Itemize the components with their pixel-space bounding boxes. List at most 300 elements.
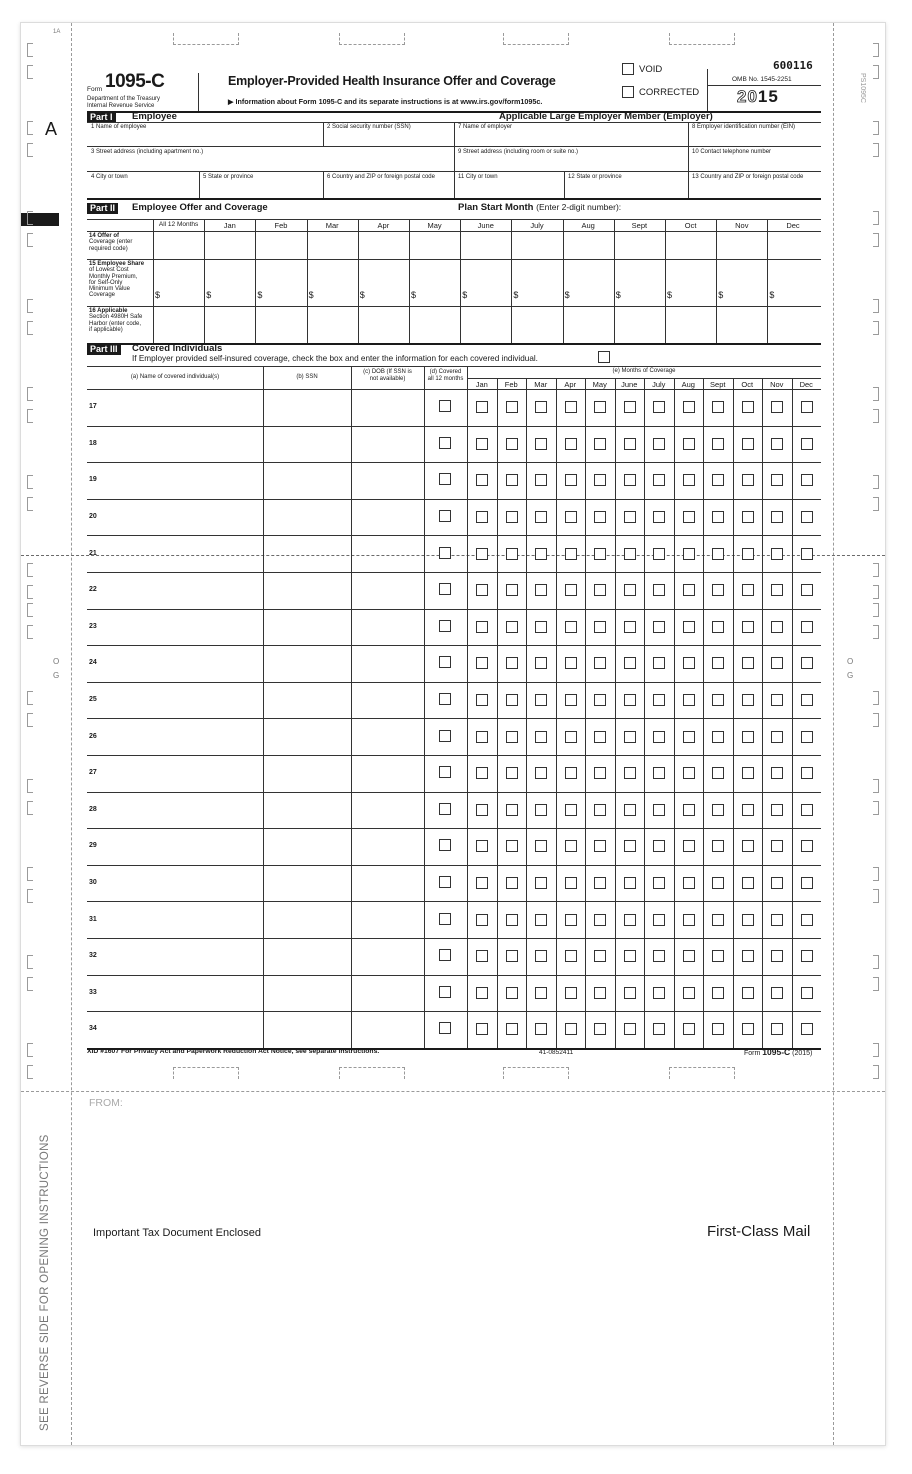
month-coverage-checkbox[interactable]: [476, 767, 488, 779]
covered-name-field[interactable]: [107, 977, 261, 1010]
offer-code-cell[interactable]: [767, 232, 818, 258]
month-coverage-checkbox[interactable]: [565, 438, 577, 450]
month-coverage-checkbox[interactable]: [771, 438, 783, 450]
covered-dob-field[interactable]: [353, 903, 422, 936]
month-coverage-checkbox[interactable]: [653, 914, 665, 926]
month-coverage-checkbox[interactable]: [506, 731, 518, 743]
month-coverage-checkbox[interactable]: [594, 621, 606, 633]
month-coverage-checkbox[interactable]: [476, 584, 488, 596]
month-coverage-checkbox[interactable]: [771, 584, 783, 596]
month-coverage-checkbox[interactable]: [771, 401, 783, 413]
covered-name-field[interactable]: [107, 940, 261, 973]
covered-dob-field[interactable]: [353, 757, 422, 790]
month-coverage-checkbox[interactable]: [742, 950, 754, 962]
covered-ssn-field[interactable]: [265, 757, 349, 790]
covered-ssn-field[interactable]: [265, 501, 349, 534]
covered-ssn-field[interactable]: [265, 977, 349, 1010]
covered-all-12-checkbox[interactable]: [439, 656, 451, 668]
safe-harbor-cell[interactable]: [716, 307, 767, 342]
month-coverage-checkbox[interactable]: [771, 840, 783, 852]
month-coverage-checkbox[interactable]: [506, 657, 518, 669]
month-coverage-checkbox[interactable]: [594, 1023, 606, 1035]
covered-all-12-checkbox[interactable]: [439, 400, 451, 412]
month-coverage-checkbox[interactable]: [476, 694, 488, 706]
covered-name-field[interactable]: [107, 684, 261, 717]
month-coverage-checkbox[interactable]: [535, 401, 547, 413]
void-checkbox[interactable]: [622, 63, 634, 75]
month-coverage-checkbox[interactable]: [801, 840, 813, 852]
covered-name-field[interactable]: [107, 647, 261, 680]
offer-code-cell[interactable]: [153, 232, 204, 258]
premium-share-cell[interactable]: [358, 260, 409, 305]
covered-name-field[interactable]: [107, 464, 261, 497]
month-coverage-checkbox[interactable]: [771, 804, 783, 816]
covered-all-12-checkbox[interactable]: [439, 986, 451, 998]
month-coverage-checkbox[interactable]: [506, 767, 518, 779]
safe-harbor-cell[interactable]: [409, 307, 460, 342]
month-coverage-checkbox[interactable]: [594, 401, 606, 413]
month-coverage-checkbox[interactable]: [594, 548, 606, 560]
month-coverage-checkbox[interactable]: [535, 584, 547, 596]
covered-name-field[interactable]: [107, 574, 261, 607]
month-coverage-checkbox[interactable]: [594, 804, 606, 816]
month-coverage-checkbox[interactable]: [742, 914, 754, 926]
month-coverage-checkbox[interactable]: [565, 657, 577, 669]
month-coverage-checkbox[interactable]: [653, 584, 665, 596]
month-coverage-checkbox[interactable]: [742, 731, 754, 743]
month-coverage-checkbox[interactable]: [771, 950, 783, 962]
month-coverage-checkbox[interactable]: [594, 438, 606, 450]
month-coverage-checkbox[interactable]: [624, 987, 636, 999]
month-coverage-checkbox[interactable]: [594, 657, 606, 669]
month-coverage-checkbox[interactable]: [742, 1023, 754, 1035]
month-coverage-checkbox[interactable]: [565, 914, 577, 926]
month-coverage-checkbox[interactable]: [801, 401, 813, 413]
month-coverage-checkbox[interactable]: [683, 474, 695, 486]
month-coverage-checkbox[interactable]: [683, 767, 695, 779]
month-coverage-checkbox[interactable]: [801, 914, 813, 926]
covered-ssn-field[interactable]: [265, 720, 349, 753]
month-coverage-checkbox[interactable]: [653, 694, 665, 706]
month-coverage-checkbox[interactable]: [712, 914, 724, 926]
premium-share-cell[interactable]: [665, 260, 716, 305]
month-coverage-checkbox[interactable]: [476, 401, 488, 413]
covered-dob-field[interactable]: [353, 977, 422, 1010]
month-coverage-checkbox[interactable]: [653, 657, 665, 669]
month-coverage-checkbox[interactable]: [476, 840, 488, 852]
covered-ssn-field[interactable]: [265, 1013, 349, 1046]
month-coverage-checkbox[interactable]: [624, 914, 636, 926]
covered-dob-field[interactable]: [353, 720, 422, 753]
month-coverage-checkbox[interactable]: [594, 914, 606, 926]
month-coverage-checkbox[interactable]: [712, 767, 724, 779]
covered-all-12-checkbox[interactable]: [439, 803, 451, 815]
month-coverage-checkbox[interactable]: [712, 584, 724, 596]
safe-harbor-cell[interactable]: [665, 307, 716, 342]
offer-code-cell[interactable]: [204, 232, 255, 258]
safe-harbor-cell[interactable]: [767, 307, 818, 342]
safe-harbor-cell[interactable]: [307, 307, 358, 342]
month-coverage-checkbox[interactable]: [683, 804, 695, 816]
month-coverage-checkbox[interactable]: [565, 621, 577, 633]
month-coverage-checkbox[interactable]: [565, 401, 577, 413]
month-coverage-checkbox[interactable]: [624, 731, 636, 743]
month-coverage-checkbox[interactable]: [712, 548, 724, 560]
month-coverage-checkbox[interactable]: [742, 401, 754, 413]
month-coverage-checkbox[interactable]: [712, 840, 724, 852]
month-coverage-checkbox[interactable]: [771, 657, 783, 669]
month-coverage-checkbox[interactable]: [624, 474, 636, 486]
month-coverage-checkbox[interactable]: [594, 840, 606, 852]
month-coverage-checkbox[interactable]: [683, 950, 695, 962]
month-coverage-checkbox[interactable]: [742, 438, 754, 450]
premium-share-cell[interactable]: [307, 260, 358, 305]
safe-harbor-cell[interactable]: [511, 307, 562, 342]
month-coverage-checkbox[interactable]: [624, 511, 636, 523]
covered-dob-field[interactable]: [353, 611, 422, 644]
month-coverage-checkbox[interactable]: [594, 584, 606, 596]
month-coverage-checkbox[interactable]: [801, 804, 813, 816]
month-coverage-checkbox[interactable]: [535, 987, 547, 999]
covered-dob-field[interactable]: [353, 647, 422, 680]
corrected-checkbox[interactable]: [622, 86, 634, 98]
month-coverage-checkbox[interactable]: [801, 767, 813, 779]
month-coverage-checkbox[interactable]: [801, 694, 813, 706]
covered-name-field[interactable]: [107, 867, 261, 900]
covered-dob-field[interactable]: [353, 684, 422, 717]
covered-all-12-checkbox[interactable]: [439, 730, 451, 742]
month-coverage-checkbox[interactable]: [565, 877, 577, 889]
month-coverage-checkbox[interactable]: [683, 840, 695, 852]
month-coverage-checkbox[interactable]: [712, 401, 724, 413]
month-coverage-checkbox[interactable]: [683, 1023, 695, 1035]
covered-ssn-field[interactable]: [265, 428, 349, 461]
month-coverage-checkbox[interactable]: [712, 474, 724, 486]
covered-dob-field[interactable]: [353, 1013, 422, 1046]
month-coverage-checkbox[interactable]: [712, 621, 724, 633]
premium-share-cell[interactable]: [563, 260, 614, 305]
month-coverage-checkbox[interactable]: [565, 840, 577, 852]
covered-ssn-field[interactable]: [265, 794, 349, 827]
covered-all-12-checkbox[interactable]: [439, 839, 451, 851]
month-coverage-checkbox[interactable]: [683, 548, 695, 560]
month-coverage-checkbox[interactable]: [683, 877, 695, 889]
month-coverage-checkbox[interactable]: [712, 511, 724, 523]
covered-all-12-checkbox[interactable]: [439, 1022, 451, 1034]
month-coverage-checkbox[interactable]: [565, 987, 577, 999]
covered-dob-field[interactable]: [353, 501, 422, 534]
month-coverage-checkbox[interactable]: [594, 511, 606, 523]
month-coverage-checkbox[interactable]: [771, 511, 783, 523]
month-coverage-checkbox[interactable]: [506, 438, 518, 450]
month-coverage-checkbox[interactable]: [506, 877, 518, 889]
month-coverage-checkbox[interactable]: [535, 767, 547, 779]
month-coverage-checkbox[interactable]: [771, 474, 783, 486]
month-coverage-checkbox[interactable]: [506, 914, 518, 926]
covered-dob-field[interactable]: [353, 428, 422, 461]
month-coverage-checkbox[interactable]: [801, 548, 813, 560]
month-coverage-checkbox[interactable]: [565, 950, 577, 962]
month-coverage-checkbox[interactable]: [742, 767, 754, 779]
month-coverage-checkbox[interactable]: [476, 914, 488, 926]
month-coverage-checkbox[interactable]: [535, 438, 547, 450]
covered-all-12-checkbox[interactable]: [439, 766, 451, 778]
month-coverage-checkbox[interactable]: [653, 804, 665, 816]
covered-ssn-field[interactable]: [265, 940, 349, 973]
covered-ssn-field[interactable]: [265, 611, 349, 644]
offer-code-cell[interactable]: [614, 232, 665, 258]
month-coverage-checkbox[interactable]: [594, 474, 606, 486]
covered-ssn-field[interactable]: [265, 684, 349, 717]
month-coverage-checkbox[interactable]: [594, 987, 606, 999]
month-coverage-checkbox[interactable]: [535, 877, 547, 889]
month-coverage-checkbox[interactable]: [506, 950, 518, 962]
month-coverage-checkbox[interactable]: [653, 1023, 665, 1035]
premium-share-cell[interactable]: [409, 260, 460, 305]
month-coverage-checkbox[interactable]: [506, 694, 518, 706]
month-coverage-checkbox[interactable]: [712, 950, 724, 962]
covered-all-12-checkbox[interactable]: [439, 510, 451, 522]
covered-name-field[interactable]: [107, 903, 261, 936]
month-coverage-checkbox[interactable]: [565, 804, 577, 816]
covered-all-12-checkbox[interactable]: [439, 473, 451, 485]
premium-share-cell[interactable]: [716, 260, 767, 305]
covered-ssn-field[interactable]: [265, 903, 349, 936]
month-coverage-checkbox[interactable]: [712, 1023, 724, 1035]
month-coverage-checkbox[interactable]: [742, 877, 754, 889]
month-coverage-checkbox[interactable]: [476, 657, 488, 669]
month-coverage-checkbox[interactable]: [742, 804, 754, 816]
month-coverage-checkbox[interactable]: [742, 840, 754, 852]
month-coverage-checkbox[interactable]: [535, 694, 547, 706]
covered-all-12-checkbox[interactable]: [439, 437, 451, 449]
month-coverage-checkbox[interactable]: [683, 987, 695, 999]
covered-ssn-field[interactable]: [265, 647, 349, 680]
covered-dob-field[interactable]: [353, 391, 422, 424]
covered-all-12-checkbox[interactable]: [439, 876, 451, 888]
month-coverage-checkbox[interactable]: [624, 694, 636, 706]
month-coverage-checkbox[interactable]: [683, 914, 695, 926]
month-coverage-checkbox[interactable]: [801, 511, 813, 523]
month-coverage-checkbox[interactable]: [506, 474, 518, 486]
covered-name-field[interactable]: [107, 1013, 261, 1046]
month-coverage-checkbox[interactable]: [624, 657, 636, 669]
covered-name-field[interactable]: [107, 501, 261, 534]
safe-harbor-cell[interactable]: [460, 307, 511, 342]
month-coverage-checkbox[interactable]: [535, 548, 547, 560]
month-coverage-checkbox[interactable]: [712, 877, 724, 889]
offer-code-cell[interactable]: [511, 232, 562, 258]
month-coverage-checkbox[interactable]: [653, 401, 665, 413]
month-coverage-checkbox[interactable]: [476, 438, 488, 450]
premium-share-cell[interactable]: [511, 260, 562, 305]
month-coverage-checkbox[interactable]: [683, 438, 695, 450]
month-coverage-checkbox[interactable]: [624, 1023, 636, 1035]
offer-code-cell[interactable]: [563, 232, 614, 258]
month-coverage-checkbox[interactable]: [565, 731, 577, 743]
month-coverage-checkbox[interactable]: [801, 950, 813, 962]
safe-harbor-cell[interactable]: [358, 307, 409, 342]
covered-all-12-checkbox[interactable]: [439, 547, 451, 559]
premium-share-cell[interactable]: [767, 260, 818, 305]
safe-harbor-cell[interactable]: [153, 307, 204, 342]
month-coverage-checkbox[interactable]: [506, 511, 518, 523]
month-coverage-checkbox[interactable]: [535, 474, 547, 486]
month-coverage-checkbox[interactable]: [506, 548, 518, 560]
safe-harbor-cell[interactable]: [563, 307, 614, 342]
month-coverage-checkbox[interactable]: [535, 657, 547, 669]
month-coverage-checkbox[interactable]: [624, 401, 636, 413]
covered-dob-field[interactable]: [353, 464, 422, 497]
month-coverage-checkbox[interactable]: [712, 438, 724, 450]
offer-code-cell[interactable]: [665, 232, 716, 258]
safe-harbor-cell[interactable]: [204, 307, 255, 342]
month-coverage-checkbox[interactable]: [476, 1023, 488, 1035]
month-coverage-checkbox[interactable]: [535, 621, 547, 633]
month-coverage-checkbox[interactable]: [565, 474, 577, 486]
covered-ssn-field[interactable]: [265, 867, 349, 900]
month-coverage-checkbox[interactable]: [653, 987, 665, 999]
covered-dob-field[interactable]: [353, 830, 422, 863]
month-coverage-checkbox[interactable]: [476, 987, 488, 999]
month-coverage-checkbox[interactable]: [712, 694, 724, 706]
month-coverage-checkbox[interactable]: [506, 1023, 518, 1035]
month-coverage-checkbox[interactable]: [653, 840, 665, 852]
month-coverage-checkbox[interactable]: [771, 731, 783, 743]
month-coverage-checkbox[interactable]: [506, 840, 518, 852]
month-coverage-checkbox[interactable]: [771, 877, 783, 889]
safe-harbor-cell[interactable]: [255, 307, 306, 342]
month-coverage-checkbox[interactable]: [742, 511, 754, 523]
covered-name-field[interactable]: [107, 830, 261, 863]
month-coverage-checkbox[interactable]: [742, 694, 754, 706]
covered-ssn-field[interactable]: [265, 830, 349, 863]
month-coverage-checkbox[interactable]: [683, 731, 695, 743]
covered-name-field[interactable]: [107, 537, 261, 570]
month-coverage-checkbox[interactable]: [624, 767, 636, 779]
month-coverage-checkbox[interactable]: [476, 621, 488, 633]
covered-name-field[interactable]: [107, 611, 261, 644]
month-coverage-checkbox[interactable]: [624, 804, 636, 816]
covered-all-12-checkbox[interactable]: [439, 620, 451, 632]
month-coverage-checkbox[interactable]: [683, 401, 695, 413]
month-coverage-checkbox[interactable]: [742, 584, 754, 596]
month-coverage-checkbox[interactable]: [624, 950, 636, 962]
offer-code-cell[interactable]: [307, 232, 358, 258]
month-coverage-checkbox[interactable]: [653, 767, 665, 779]
month-coverage-checkbox[interactable]: [594, 731, 606, 743]
offer-code-cell[interactable]: [716, 232, 767, 258]
month-coverage-checkbox[interactable]: [565, 511, 577, 523]
month-coverage-checkbox[interactable]: [801, 877, 813, 889]
month-coverage-checkbox[interactable]: [683, 657, 695, 669]
month-coverage-checkbox[interactable]: [624, 840, 636, 852]
month-coverage-checkbox[interactable]: [742, 621, 754, 633]
month-coverage-checkbox[interactable]: [535, 840, 547, 852]
month-coverage-checkbox[interactable]: [653, 511, 665, 523]
offer-code-cell[interactable]: [460, 232, 511, 258]
month-coverage-checkbox[interactable]: [624, 584, 636, 596]
month-coverage-checkbox[interactable]: [653, 438, 665, 450]
month-coverage-checkbox[interactable]: [506, 804, 518, 816]
covered-ssn-field[interactable]: [265, 391, 349, 424]
month-coverage-checkbox[interactable]: [565, 548, 577, 560]
premium-share-cell[interactable]: [460, 260, 511, 305]
month-coverage-checkbox[interactable]: [535, 731, 547, 743]
month-coverage-checkbox[interactable]: [535, 950, 547, 962]
month-coverage-checkbox[interactable]: [594, 767, 606, 779]
month-coverage-checkbox[interactable]: [771, 767, 783, 779]
month-coverage-checkbox[interactable]: [476, 804, 488, 816]
covered-all-12-checkbox[interactable]: [439, 583, 451, 595]
covered-name-field[interactable]: [107, 757, 261, 790]
premium-share-cell[interactable]: [204, 260, 255, 305]
month-coverage-checkbox[interactable]: [565, 694, 577, 706]
month-coverage-checkbox[interactable]: [801, 1023, 813, 1035]
month-coverage-checkbox[interactable]: [653, 950, 665, 962]
month-coverage-checkbox[interactable]: [771, 987, 783, 999]
month-coverage-checkbox[interactable]: [801, 474, 813, 486]
month-coverage-checkbox[interactable]: [653, 731, 665, 743]
month-coverage-checkbox[interactable]: [624, 548, 636, 560]
offer-code-cell[interactable]: [358, 232, 409, 258]
month-coverage-checkbox[interactable]: [683, 694, 695, 706]
month-coverage-checkbox[interactable]: [683, 584, 695, 596]
covered-dob-field[interactable]: [353, 794, 422, 827]
month-coverage-checkbox[interactable]: [565, 1023, 577, 1035]
month-coverage-checkbox[interactable]: [801, 438, 813, 450]
month-coverage-checkbox[interactable]: [624, 877, 636, 889]
month-coverage-checkbox[interactable]: [712, 731, 724, 743]
month-coverage-checkbox[interactable]: [594, 950, 606, 962]
month-coverage-checkbox[interactable]: [476, 731, 488, 743]
offer-code-cell[interactable]: [255, 232, 306, 258]
offer-code-cell[interactable]: [409, 232, 460, 258]
covered-name-field[interactable]: [107, 720, 261, 753]
month-coverage-checkbox[interactable]: [535, 804, 547, 816]
covered-dob-field[interactable]: [353, 537, 422, 570]
month-coverage-checkbox[interactable]: [771, 914, 783, 926]
month-coverage-checkbox[interactable]: [565, 767, 577, 779]
covered-ssn-field[interactable]: [265, 464, 349, 497]
month-coverage-checkbox[interactable]: [476, 950, 488, 962]
month-coverage-checkbox[interactable]: [653, 877, 665, 889]
covered-name-field[interactable]: [107, 794, 261, 827]
month-coverage-checkbox[interactable]: [771, 548, 783, 560]
month-coverage-checkbox[interactable]: [476, 548, 488, 560]
month-coverage-checkbox[interactable]: [712, 657, 724, 669]
month-coverage-checkbox[interactable]: [742, 474, 754, 486]
month-coverage-checkbox[interactable]: [535, 1023, 547, 1035]
premium-share-cell[interactable]: [153, 260, 204, 305]
premium-share-cell[interactable]: [614, 260, 665, 305]
month-coverage-checkbox[interactable]: [712, 804, 724, 816]
month-coverage-checkbox[interactable]: [535, 511, 547, 523]
month-coverage-checkbox[interactable]: [801, 621, 813, 633]
month-coverage-checkbox[interactable]: [653, 548, 665, 560]
covered-name-field[interactable]: [107, 428, 261, 461]
month-coverage-checkbox[interactable]: [506, 621, 518, 633]
month-coverage-checkbox[interactable]: [535, 914, 547, 926]
month-coverage-checkbox[interactable]: [712, 987, 724, 999]
month-coverage-checkbox[interactable]: [594, 877, 606, 889]
month-coverage-checkbox[interactable]: [506, 584, 518, 596]
month-coverage-checkbox[interactable]: [742, 657, 754, 669]
month-coverage-checkbox[interactable]: [742, 548, 754, 560]
month-coverage-checkbox[interactable]: [653, 621, 665, 633]
month-coverage-checkbox[interactable]: [771, 694, 783, 706]
month-coverage-checkbox[interactable]: [506, 401, 518, 413]
